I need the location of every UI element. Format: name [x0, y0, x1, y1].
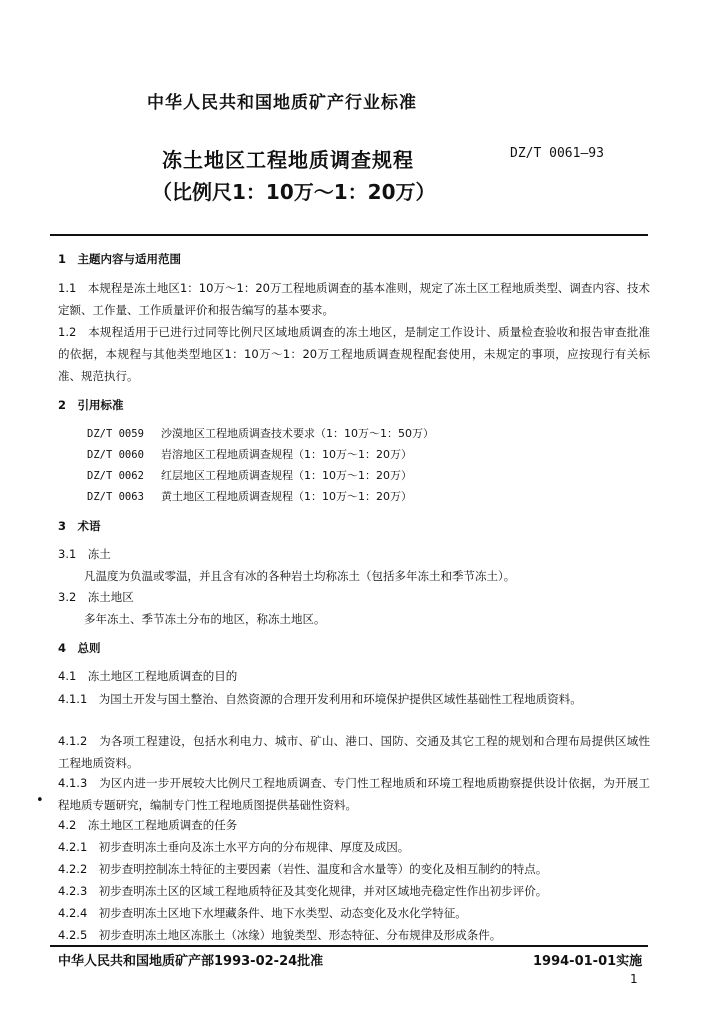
document-subtitle-scale: （比例尺1：10万～1：20万） — [152, 180, 436, 204]
paragraph-1-1: 1.1 本规程是冻土地区1：10万～1：20万工程地质调查的基本准则，规定了冻土区工程地质类型、调查内容、技术定额、工作量、工作质量评价和报告编写的基本要求。 — [58, 281, 650, 317]
section-2-heading: 2 引用标准 — [58, 398, 124, 412]
clause-4-2-3: 4.2.3 初步查明冻土区的区域工程地质特征及其变化规律，并对区域地壳稳定性作出初步评价。 — [58, 884, 548, 898]
clause-4-2: 4.2 冻土地区工程地质调查的任务 — [58, 818, 238, 832]
standard-code: DZ/T 0061—93 — [510, 146, 604, 161]
section-4-heading: 4 总则 — [58, 641, 101, 655]
clause-4-2-1: 4.2.1 初步查明冻土垂向及冻土水平方向的分布规律、厚度及成因。 — [58, 840, 410, 854]
paragraph-1-2: 1.2 本规程适用于已进行过同等比例尺区域地质调查的冻土地区，是制定工作设计、质量检查验收和报告审查批准的依据，本规程与其他类型地区1：10万～1：20万工程地质调查规程配套使用，未规定的事项，应按现行有关标准、规范执行。 — [58, 325, 650, 383]
clause-4-1-2: 4.1.2 为各项工程建设，包括水利电力、城市、矿山、港口、国防、交通及其它工程的规划和合理布局提供区域性工程地质资料。 — [58, 734, 650, 770]
reference-item: DZ/T 0059 沙漠地区工程地质调查技术要求（1：10万～1：50万） — [87, 427, 434, 440]
approval-date: 中华人民共和国地质矿产部1993-02-24批准 — [58, 954, 324, 969]
reference-item: DZ/T 0063 黄土地区工程地质调查规程（1：10万～1：20万） — [87, 490, 412, 503]
margin-dot-mark: • — [36, 793, 44, 808]
clause-4-1-1: 4.1.1 为国土开发与国土整治、自然资源的合理开发利用和环境保护提供区域性基础性工程地质资料。 — [58, 692, 582, 706]
page-number: 1 — [630, 972, 638, 986]
reference-item: DZ/T 0060 岩溶地区工程地质调查规程（1：10万～1：20万） — [87, 448, 412, 461]
clause-4-1: 4.1 冻土地区工程地质调查的目的 — [58, 669, 238, 683]
term-3-1-title: 3.1 冻土 — [58, 547, 111, 561]
term-3-2-title: 3.2 冻土地区 — [58, 590, 134, 604]
section-3-heading: 3 术语 — [58, 519, 101, 533]
reference-item: DZ/T 0062 红层地区工程地质调查规程（1：10万～1：20万） — [87, 469, 412, 482]
term-3-1-definition: 凡温度为负温或零温，并且含有冰的各种岩土均称冻土（包括多年冻土和季节冻土）。 — [84, 569, 516, 583]
clause-4-1-3: 4.1.3 为区内进一步开展较大比例尺工程地质调查、专门性工程地质和环境工程地质勘察提供设计依据，为开展工程地质专题研究，编制专门性工程地质图提供基础性资料。 — [58, 776, 650, 812]
standard-org-title: 中华人民共和国地质矿产行业标准 — [147, 93, 417, 113]
section-1-heading: 1 主题内容与适用范围 — [58, 252, 182, 266]
clause-4-2-2: 4.2.2 初步查明控制冻土特征的主要因素（岩性、温度和含水量等）的变化及相互制约的特点。 — [58, 862, 548, 876]
document-title: 冻土地区工程地质调查规程 — [162, 148, 414, 172]
header-rule — [50, 234, 648, 236]
effective-date: 1994-01-01实施 — [533, 954, 643, 969]
term-3-2-definition: 多年冻土、季节冻土分布的地区，称冻土地区。 — [84, 612, 326, 626]
clause-4-2-5: 4.2.5 初步查明冻土地区冻胀土（冰缘）地貌类型、形态特征、分布规律及形成条件。 — [58, 928, 502, 942]
clause-4-2-4: 4.2.4 初步查明冻土区地下水埋藏条件、地下水类型、动态变化及水化学特征。 — [58, 906, 467, 920]
footer-rule — [50, 945, 648, 947]
